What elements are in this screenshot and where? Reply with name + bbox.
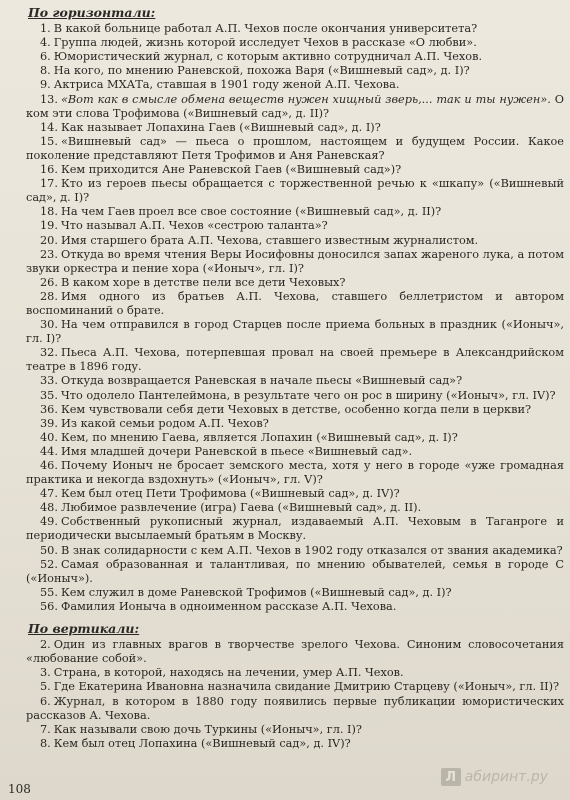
question-item [26, 234, 564, 248]
question-text: Журнал, в котором в 1880 году появились первые публикации юмористических рассказов А. Чехова. [26, 694, 564, 722]
question-text: Любимое развлечение (игра) Гаева («Вишневый сад», д. II). [60, 501, 422, 515]
question-item [26, 600, 564, 614]
question-text: О ком эти слова Трофимова («Вишневый сад», д. II)? [26, 92, 564, 120]
question-number: 28. [40, 289, 58, 303]
question-item [26, 737, 564, 751]
question-number: 5. [40, 680, 51, 694]
question-text: Имя старшего брата А.П. Чехова, ставшего известным журналистом. [60, 233, 479, 247]
question-text: На кого, по мнению Раневской, похожа Варя («Вишневый сад», д. I)? [53, 64, 470, 78]
heading-horizontal: По горизонтали: [28, 5, 156, 20]
question-number: 18. [40, 205, 58, 219]
question-text: Имя младшей дочери Раневской в пьесе «Вишневый сад». [60, 444, 413, 458]
question-number: 32. [40, 346, 58, 360]
question-text: Юмористический журнал, с которым активно сотрудничал А.П. Чехов. [53, 50, 483, 64]
question-number: 33. [40, 374, 58, 388]
question-number: 3. [40, 666, 51, 680]
question-item [26, 78, 564, 92]
question-text: В знак солидарности с кем А.П. Чехов в 1902 году отказался от звания академика? [60, 543, 563, 557]
question-item [26, 93, 564, 121]
question-number: 52. [40, 557, 58, 571]
question-item [26, 163, 564, 177]
question-item [26, 346, 564, 374]
question-item [26, 445, 564, 459]
question-text: Кем чувствовали себя дети Чеховых в детстве, особенно когда пели в церкви? [60, 402, 532, 416]
question-item [26, 680, 564, 694]
question-text: Откуда во время чтения Веры Иосифовны доносился запах жареного лука, а потом звуки оркестра и пение хора («Ионыч», гл. I)? [26, 247, 564, 275]
question-item [26, 501, 564, 515]
question-text: Группа людей, жизнь которой исследует Чехов в рассказе «О любви». [53, 36, 477, 50]
page-content [26, 6, 564, 751]
horizontal-question-list [26, 22, 564, 614]
question-text: Кем, по мнению Гаева, является Лопахин («Вишневый сад», д. I)? [60, 430, 458, 444]
question-number: 44. [40, 444, 58, 458]
question-text: Что одолело Пантелеймона, в результате чего он рос в ширину («Ионыч», гл. IV)? [60, 388, 556, 402]
question-item [26, 417, 564, 431]
question-item [26, 389, 564, 403]
question-text: Как называет Лопахина Гаев («Вишневый сад», д. I)? [60, 120, 381, 134]
question-number: 16. [40, 163, 58, 177]
question-text: На чем Гаев проел все свое состояние («Вишневый сад», д. II)? [60, 205, 442, 219]
question-item [26, 487, 564, 501]
question-number: 2. [40, 638, 51, 652]
question-number: 4. [40, 36, 51, 50]
question-item [26, 515, 564, 543]
question-text: Фамилия Ионыча в одноименном рассказе А.П. Чехова. [60, 599, 397, 613]
vertical-question-list [26, 638, 564, 751]
question-text: Самая образованная и талантливая, по мнению обывателей, семья в городе С («Ионыч»). [26, 557, 564, 585]
question-number: 36. [40, 402, 58, 416]
question-text: Что называл А.П. Чехов «сестрою таланта»? [60, 219, 328, 233]
question-quote: «Вот как в смысле обмена веществ нужен хищный зверь,... так и ты нужен». [60, 92, 551, 106]
question-text: Почему Ионыч не бросает земского места, хотя у него в городе «уже громадная практика и некогда вздохнуть» («Ионыч», гл. V)? [26, 459, 564, 487]
question-item [26, 638, 564, 666]
question-text: Где Екатерина Ивановна назначила свидание Дмитрию Старцеву («Ионыч», гл. II)? [53, 680, 560, 694]
question-text: Как называли свою дочь Туркины («Ионыч», гл. I)? [53, 722, 362, 736]
question-text: «Вишневый сад» — пьеса о прошлом, настоящем и будущем России. Какое поколение представляют Петя Трофимов и Аня Раневская? [26, 134, 564, 162]
watermark [441, 768, 548, 786]
question-item [26, 177, 564, 205]
question-text: Кто из героев пьесы обращается с торжественной речью к «шкапу» («Вишневый сад», д. I)? [26, 177, 564, 205]
question-number: 39. [40, 416, 58, 430]
question-text: Кем служил в доме Раневской Трофимов («Вишневый сад», д. I)? [60, 585, 452, 599]
question-number: 14. [40, 120, 58, 134]
question-item [26, 318, 564, 346]
question-number: 20. [40, 233, 58, 247]
question-number: 6. [40, 694, 51, 708]
question-item [26, 64, 564, 78]
question-item [26, 219, 564, 233]
question-text: Кем был отец Пети Трофимова («Вишневый сад», д. IV)? [60, 487, 400, 501]
watermark-text: абиринт.ру [464, 769, 548, 785]
question-text: В каком хоре в детстве пели все дети Чеховых? [60, 275, 346, 289]
question-number: 19. [40, 219, 58, 233]
question-text: На чем отправился в город Старцев после приема больных в праздник («Ионыч», гл. I)? [26, 318, 564, 346]
question-item [26, 276, 564, 290]
question-number: 49. [40, 515, 58, 529]
question-item [26, 248, 564, 276]
question-number: 50. [40, 543, 58, 557]
question-item [26, 558, 564, 586]
question-text: Один из главных врагов в творчестве зрелого Чехова. Синоним словосочетания «любование собой». [26, 638, 564, 666]
question-text: Актриса МХАТа, ставшая в 1901 году женой А.П. Чехова. [53, 78, 400, 92]
question-item [26, 121, 564, 135]
question-number: 40. [40, 430, 58, 444]
question-text: Кем приходится Ане Раневской Гаев («Вишневый сад»)? [60, 163, 402, 177]
question-number: 13. [40, 92, 58, 106]
question-text: Имя одного из братьев А.П. Чехова, ставшего беллетристом и автором воспоминаний о брате. [26, 289, 564, 317]
page-number: 108 [8, 782, 31, 796]
question-item [26, 374, 564, 388]
question-text: В какой больнице работал А.П. Чехов после окончания университета? [53, 22, 478, 36]
question-number: 8. [40, 736, 51, 750]
question-text: Кем был отец Лопахина («Вишневый сад», д. IV)? [53, 736, 351, 750]
question-item [26, 586, 564, 600]
question-number: 47. [40, 487, 58, 501]
question-text: Из какой семьи родом А.П. Чехов? [60, 416, 269, 430]
question-number: 17. [40, 177, 58, 191]
question-item [26, 666, 564, 680]
question-item [26, 22, 564, 36]
question-number: 15. [40, 134, 58, 148]
question-item [26, 431, 564, 445]
question-number: 9. [40, 78, 51, 92]
question-text: Откуда возвращается Раневская в начале пьесы «Вишневый сад»? [60, 374, 463, 388]
question-number: 6. [40, 50, 51, 64]
question-item [26, 36, 564, 50]
question-text: Пьеса А.П. Чехова, потерпевшая провал на своей премьере в Александрийском театре в 1896 году. [26, 346, 564, 374]
question-item [26, 290, 564, 318]
question-number: 30. [40, 318, 58, 332]
question-number: 1. [40, 22, 51, 36]
question-number: 8. [40, 64, 51, 78]
question-number: 46. [40, 459, 58, 472]
question-item [26, 695, 564, 723]
question-text: Страна, в которой, находясь на лечении, умер А.П. Чехов. [53, 666, 404, 680]
question-number: 35. [40, 388, 58, 402]
heading-vertical: По вертикали: [28, 621, 140, 637]
question-number: 23. [40, 247, 58, 261]
question-item [26, 205, 564, 219]
question-number: 26. [40, 275, 58, 289]
question-number: 48. [40, 501, 58, 515]
question-item [26, 403, 564, 417]
labirint-logo-icon: Л [441, 768, 461, 786]
question-item [26, 723, 564, 737]
question-number: 55. [40, 585, 58, 599]
question-text: Собственный рукописный журнал, издаваемый А.П. Чеховым в Таганроге и периодически высылаемый братьям в Москву. [26, 515, 564, 543]
question-number: 7. [40, 722, 51, 736]
question-number: 56. [40, 599, 58, 613]
question-item [26, 50, 564, 64]
question-item [26, 135, 564, 163]
question-item [26, 544, 564, 558]
question-item [26, 459, 564, 487]
